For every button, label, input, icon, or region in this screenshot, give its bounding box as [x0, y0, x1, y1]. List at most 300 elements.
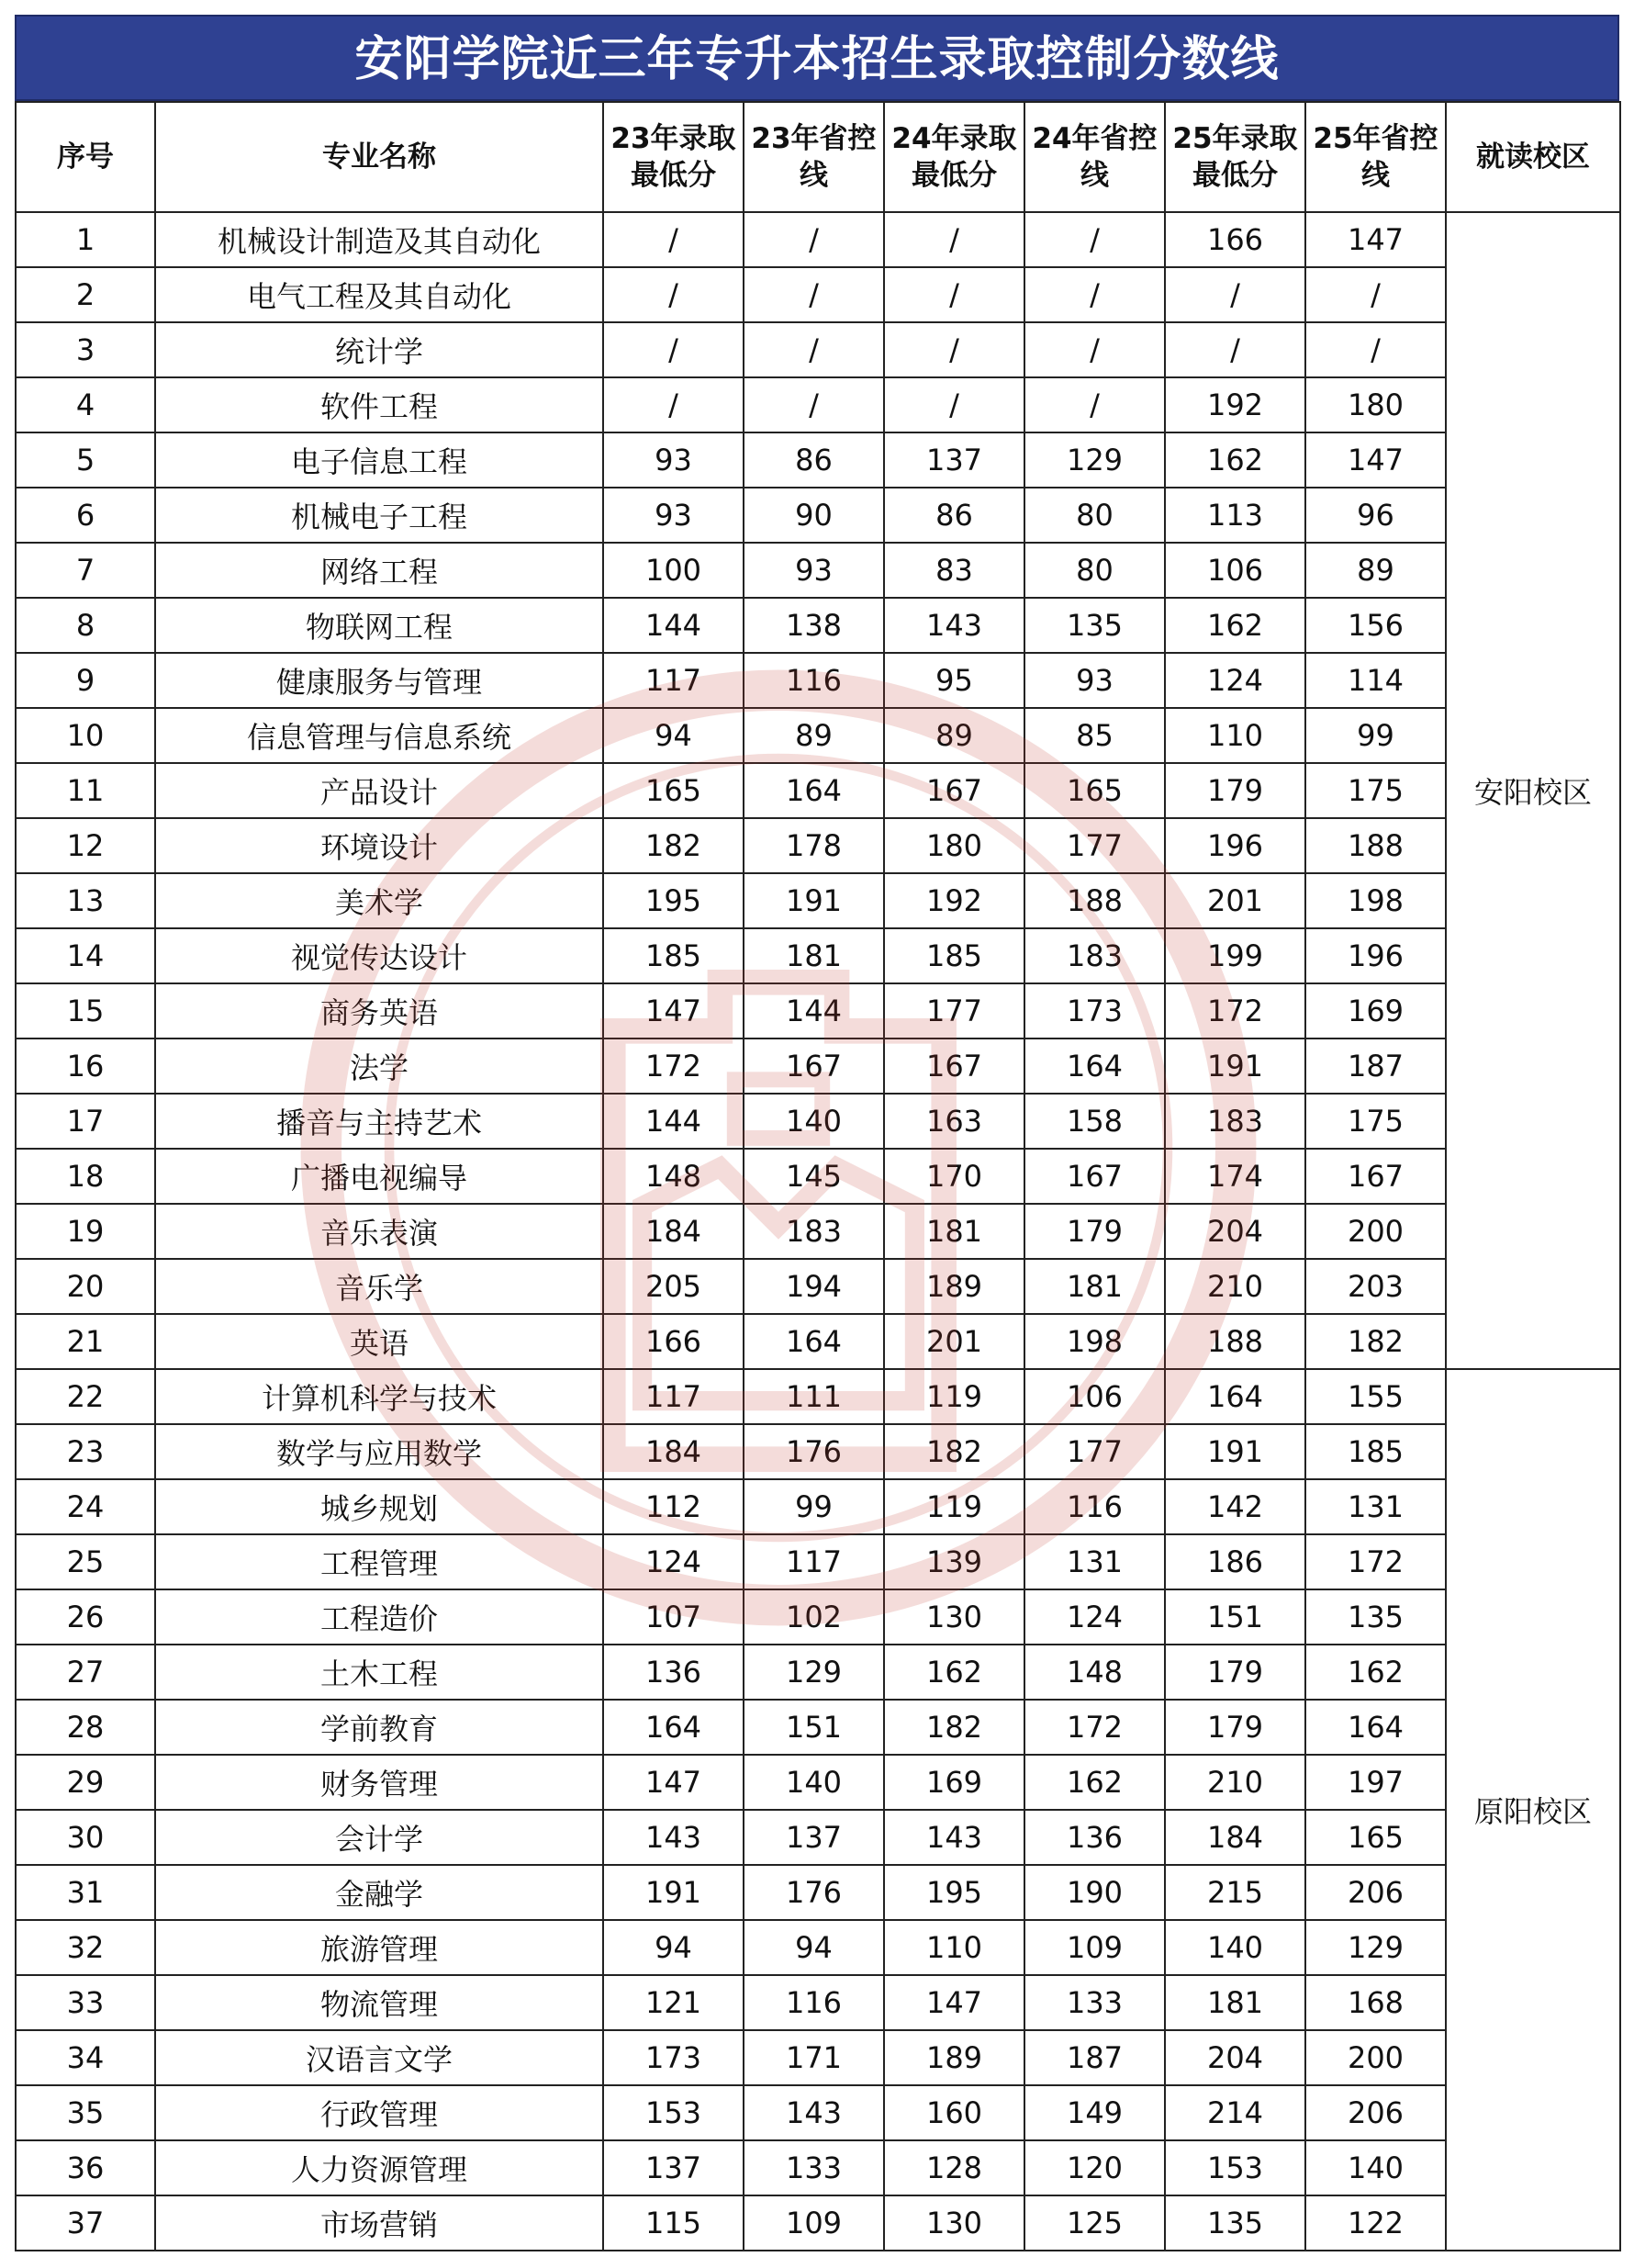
cell-score-25: 184 — [1165, 1810, 1305, 1865]
cell-score-23: 137 — [603, 2140, 744, 2195]
header-line-25: 25年省控线 — [1305, 102, 1446, 212]
cell-line-24: / — [1024, 212, 1165, 267]
table-row — [16, 1589, 1620, 1645]
cell-score-23: 184 — [603, 1424, 744, 1479]
table-row — [16, 1369, 1620, 1424]
cell-line-23: 117 — [744, 1534, 884, 1589]
cell-line-24: 120 — [1024, 2140, 1165, 2195]
cell-index: 30 — [16, 1810, 155, 1865]
cell-line-24: 165 — [1024, 763, 1165, 818]
cell-score-25: 113 — [1165, 488, 1305, 543]
table-row — [16, 322, 1620, 377]
cell-index: 33 — [16, 1975, 155, 2030]
cell-major: 软件工程 — [155, 377, 603, 432]
cell-line-23: 140 — [744, 1094, 884, 1149]
cell-score-24: 162 — [884, 1645, 1024, 1700]
cell-index: 15 — [16, 983, 155, 1039]
table-row — [16, 818, 1620, 873]
cell-major: 环境设计 — [155, 818, 603, 873]
table-row — [16, 1479, 1620, 1534]
cell-line-24: 149 — [1024, 2085, 1165, 2140]
cell-major: 人力资源管理 — [155, 2140, 603, 2195]
cell-score-24: 137 — [884, 432, 1024, 488]
cell-score-25: 151 — [1165, 1589, 1305, 1645]
table-row — [16, 1204, 1620, 1259]
cell-score-24: 119 — [884, 1369, 1024, 1424]
cell-score-25: 179 — [1165, 1700, 1305, 1755]
table-row — [16, 2085, 1620, 2140]
cell-score-25: 201 — [1165, 873, 1305, 928]
cell-major: 播音与主持艺术 — [155, 1094, 603, 1149]
cell-score-24: 139 — [884, 1534, 1024, 1589]
cell-score-25: 162 — [1165, 598, 1305, 653]
cell-line-24: 164 — [1024, 1039, 1165, 1094]
cell-score-25: 162 — [1165, 432, 1305, 488]
cell-line-24: 187 — [1024, 2030, 1165, 2085]
cell-line-23: 86 — [744, 432, 884, 488]
cell-score-23: 147 — [603, 1755, 744, 1810]
cell-line-23: / — [744, 212, 884, 267]
cell-line-24: 106 — [1024, 1369, 1165, 1424]
cell-score-25: 204 — [1165, 1204, 1305, 1259]
cell-index: 4 — [16, 377, 155, 432]
header-line-24: 24年省控线 — [1024, 102, 1165, 212]
cell-score-25: 188 — [1165, 1314, 1305, 1369]
cell-score-25: 164 — [1165, 1369, 1305, 1424]
cell-line-24: 179 — [1024, 1204, 1165, 1259]
cell-line-24: 85 — [1024, 708, 1165, 763]
table-row — [16, 1975, 1620, 2030]
cell-score-25: 179 — [1165, 763, 1305, 818]
cell-index: 2 — [16, 267, 155, 322]
cell-line-25: 167 — [1305, 1149, 1446, 1204]
table-row — [16, 432, 1620, 488]
cell-index: 32 — [16, 1920, 155, 1975]
cell-line-24: 109 — [1024, 1920, 1165, 1975]
cell-index: 12 — [16, 818, 155, 873]
cell-score-24: 182 — [884, 1700, 1024, 1755]
cell-score-25: 210 — [1165, 1259, 1305, 1314]
cell-score-24: 181 — [884, 1204, 1024, 1259]
cell-major: 音乐学 — [155, 1259, 603, 1314]
table-row — [16, 1314, 1620, 1369]
cell-index: 21 — [16, 1314, 155, 1369]
cell-score-24: 86 — [884, 488, 1024, 543]
table-row — [16, 212, 1620, 267]
cell-campus: 原阳校区 — [1446, 1369, 1620, 2251]
cell-major: 美术学 — [155, 873, 603, 928]
cell-score-24: 167 — [884, 1039, 1024, 1094]
cell-line-24: / — [1024, 322, 1165, 377]
header-major: 专业名称 — [155, 102, 603, 212]
cell-line-23: 167 — [744, 1039, 884, 1094]
cell-index: 24 — [16, 1479, 155, 1534]
cell-line-23: 94 — [744, 1920, 884, 1975]
cell-score-24: / — [884, 212, 1024, 267]
cell-line-25: / — [1305, 267, 1446, 322]
cell-line-23: / — [744, 322, 884, 377]
cell-score-25: 174 — [1165, 1149, 1305, 1204]
cell-score-23: 165 — [603, 763, 744, 818]
cell-score-23: 94 — [603, 1920, 744, 1975]
cell-line-25: 180 — [1305, 377, 1446, 432]
cell-score-23: 93 — [603, 488, 744, 543]
cell-score-23: 136 — [603, 1645, 744, 1700]
cell-line-25: 206 — [1305, 1865, 1446, 1920]
cell-line-24: 173 — [1024, 983, 1165, 1039]
cell-index: 31 — [16, 1865, 155, 1920]
cell-score-24: 95 — [884, 653, 1024, 708]
cell-line-23: 89 — [744, 708, 884, 763]
cell-score-23: 148 — [603, 1149, 744, 1204]
cell-major: 电气工程及其自动化 — [155, 267, 603, 322]
cell-score-23: 191 — [603, 1865, 744, 1920]
cell-score-24: 143 — [884, 1810, 1024, 1865]
cell-score-24: 167 — [884, 763, 1024, 818]
cell-major: 英语 — [155, 1314, 603, 1369]
cell-score-24: 180 — [884, 818, 1024, 873]
cell-line-23: 109 — [744, 2195, 884, 2251]
table-row — [16, 1645, 1620, 1700]
cell-line-24: 116 — [1024, 1479, 1165, 1534]
cell-line-24: 177 — [1024, 818, 1165, 873]
cell-line-23: 99 — [744, 1479, 884, 1534]
cell-line-23: / — [744, 267, 884, 322]
cell-line-25: 162 — [1305, 1645, 1446, 1700]
cell-line-25: 185 — [1305, 1424, 1446, 1479]
cell-index: 25 — [16, 1534, 155, 1589]
table-row — [16, 267, 1620, 322]
header-index: 序号 — [16, 102, 155, 212]
cell-major: 产品设计 — [155, 763, 603, 818]
cell-major: 信息管理与信息系统 — [155, 708, 603, 763]
cell-major: 法学 — [155, 1039, 603, 1094]
cell-score-25: 172 — [1165, 983, 1305, 1039]
cell-line-25: 203 — [1305, 1259, 1446, 1314]
table-row — [16, 2195, 1620, 2251]
cell-line-24: 135 — [1024, 598, 1165, 653]
cell-line-23: 111 — [744, 1369, 884, 1424]
cell-index: 8 — [16, 598, 155, 653]
cell-line-25: / — [1305, 322, 1446, 377]
cell-score-24: 189 — [884, 1259, 1024, 1314]
cell-score-24: 89 — [884, 708, 1024, 763]
cell-major: 工程造价 — [155, 1589, 603, 1645]
cell-line-25: 155 — [1305, 1369, 1446, 1424]
cell-index: 34 — [16, 2030, 155, 2085]
cell-score-25: 192 — [1165, 377, 1305, 432]
cell-score-24: 192 — [884, 873, 1024, 928]
cell-line-24: 80 — [1024, 543, 1165, 598]
cell-score-23: 195 — [603, 873, 744, 928]
cell-line-23: 138 — [744, 598, 884, 653]
cell-index: 5 — [16, 432, 155, 488]
cell-score-24: 147 — [884, 1975, 1024, 2030]
table-row — [16, 1094, 1620, 1149]
table-row — [16, 1039, 1620, 1094]
cell-line-24: 136 — [1024, 1810, 1165, 1865]
cell-line-25: 169 — [1305, 983, 1446, 1039]
cell-line-25: 197 — [1305, 1755, 1446, 1810]
cell-index: 36 — [16, 2140, 155, 2195]
cell-score-23: 144 — [603, 598, 744, 653]
table-header-row — [16, 102, 1620, 212]
table-row — [16, 708, 1620, 763]
cell-line-24: 80 — [1024, 488, 1165, 543]
cell-index: 1 — [16, 212, 155, 267]
cell-score-24: 128 — [884, 2140, 1024, 2195]
cell-index: 6 — [16, 488, 155, 543]
cell-score-23: 93 — [603, 432, 744, 488]
cell-major: 电子信息工程 — [155, 432, 603, 488]
table-row — [16, 1424, 1620, 1479]
table-row — [16, 488, 1620, 543]
cell-line-24: / — [1024, 377, 1165, 432]
cell-line-24: 125 — [1024, 2195, 1165, 2251]
cell-score-24: 201 — [884, 1314, 1024, 1369]
cell-score-25: 186 — [1165, 1534, 1305, 1589]
cell-line-24: / — [1024, 267, 1165, 322]
cell-score-23: 182 — [603, 818, 744, 873]
cell-line-25: 96 — [1305, 488, 1446, 543]
table-row — [16, 1534, 1620, 1589]
cell-score-23: / — [603, 212, 744, 267]
table-row — [16, 377, 1620, 432]
table-body — [16, 212, 1620, 2251]
cell-line-25: 200 — [1305, 2030, 1446, 2085]
score-sheet — [15, 15, 1619, 2251]
table-row — [16, 2030, 1620, 2085]
cell-score-24: 83 — [884, 543, 1024, 598]
cell-major: 网络工程 — [155, 543, 603, 598]
cell-score-25: 110 — [1165, 708, 1305, 763]
cell-line-24: 93 — [1024, 653, 1165, 708]
cell-major: 机械电子工程 — [155, 488, 603, 543]
cell-line-25: 135 — [1305, 1589, 1446, 1645]
table-row — [16, 543, 1620, 598]
cell-line-25: 89 — [1305, 543, 1446, 598]
table-row — [16, 928, 1620, 983]
cell-score-23: 166 — [603, 1314, 744, 1369]
cell-major: 土木工程 — [155, 1645, 603, 1700]
cell-major: 商务英语 — [155, 983, 603, 1039]
cell-index: 28 — [16, 1700, 155, 1755]
cell-score-25: 106 — [1165, 543, 1305, 598]
cell-score-24: 170 — [884, 1149, 1024, 1204]
cell-line-23: 129 — [744, 1645, 884, 1700]
cell-index: 23 — [16, 1424, 155, 1479]
cell-line-23: 143 — [744, 2085, 884, 2140]
cell-line-24: 133 — [1024, 1975, 1165, 2030]
cell-score-24: 185 — [884, 928, 1024, 983]
cell-line-25: 206 — [1305, 2085, 1446, 2140]
cell-line-25: 175 — [1305, 763, 1446, 818]
cell-score-23: 144 — [603, 1094, 744, 1149]
cell-line-24: 129 — [1024, 432, 1165, 488]
cell-index: 19 — [16, 1204, 155, 1259]
cell-major: 旅游管理 — [155, 1920, 603, 1975]
cell-index: 35 — [16, 2085, 155, 2140]
cell-score-23: 172 — [603, 1039, 744, 1094]
cell-line-25: 187 — [1305, 1039, 1446, 1094]
cell-line-23: 116 — [744, 653, 884, 708]
cell-score-23: 184 — [603, 1204, 744, 1259]
cell-index: 37 — [16, 2195, 155, 2251]
table-row — [16, 653, 1620, 708]
table-row — [16, 1810, 1620, 1865]
cell-score-25: 210 — [1165, 1755, 1305, 1810]
score-table — [15, 101, 1621, 2251]
page-title: 安阳学院近三年专升本招生录取控制分数线 — [15, 15, 1619, 101]
cell-index: 7 — [16, 543, 155, 598]
table-row — [16, 873, 1620, 928]
cell-line-25: 122 — [1305, 2195, 1446, 2251]
cell-score-24: / — [884, 377, 1024, 432]
cell-major: 会计学 — [155, 1810, 603, 1865]
cell-major: 金融学 — [155, 1865, 603, 1920]
cell-index: 27 — [16, 1645, 155, 1700]
cell-index: 16 — [16, 1039, 155, 1094]
cell-line-23: 137 — [744, 1810, 884, 1865]
cell-index: 11 — [16, 763, 155, 818]
cell-score-25: 166 — [1165, 212, 1305, 267]
cell-line-23: 181 — [744, 928, 884, 983]
cell-score-23: 185 — [603, 928, 744, 983]
cell-major: 音乐表演 — [155, 1204, 603, 1259]
cell-score-23: 100 — [603, 543, 744, 598]
cell-score-24: 189 — [884, 2030, 1024, 2085]
cell-score-24: 160 — [884, 2085, 1024, 2140]
cell-major: 统计学 — [155, 322, 603, 377]
table-row — [16, 1865, 1620, 1920]
cell-score-24: 182 — [884, 1424, 1024, 1479]
cell-major: 城乡规划 — [155, 1479, 603, 1534]
cell-score-25: / — [1165, 322, 1305, 377]
cell-major: 汉语言文学 — [155, 2030, 603, 2085]
cell-line-25: 114 — [1305, 653, 1446, 708]
table-row — [16, 1920, 1620, 1975]
cell-index: 17 — [16, 1094, 155, 1149]
cell-score-23: 124 — [603, 1534, 744, 1589]
cell-score-25: 191 — [1165, 1039, 1305, 1094]
cell-score-23: 164 — [603, 1700, 744, 1755]
cell-index: 14 — [16, 928, 155, 983]
cell-line-25: 99 — [1305, 708, 1446, 763]
cell-line-24: 183 — [1024, 928, 1165, 983]
cell-score-24: 130 — [884, 2195, 1024, 2251]
table-row — [16, 983, 1620, 1039]
cell-score-25: / — [1165, 267, 1305, 322]
cell-index: 26 — [16, 1589, 155, 1645]
table-row — [16, 598, 1620, 653]
cell-line-25: 175 — [1305, 1094, 1446, 1149]
cell-score-25: 199 — [1165, 928, 1305, 983]
cell-score-25: 135 — [1165, 2195, 1305, 2251]
cell-line-23: 194 — [744, 1259, 884, 1314]
cell-line-25: 129 — [1305, 1920, 1446, 1975]
cell-line-24: 158 — [1024, 1094, 1165, 1149]
cell-major: 视觉传达设计 — [155, 928, 603, 983]
cell-score-25: 142 — [1165, 1479, 1305, 1534]
cell-score-23: 115 — [603, 2195, 744, 2251]
cell-line-23: 145 — [744, 1149, 884, 1204]
cell-line-25: 165 — [1305, 1810, 1446, 1865]
cell-score-24: 163 — [884, 1094, 1024, 1149]
cell-line-23: 144 — [744, 983, 884, 1039]
cell-major: 物流管理 — [155, 1975, 603, 2030]
cell-major: 健康服务与管理 — [155, 653, 603, 708]
cell-major: 计算机科学与技术 — [155, 1369, 603, 1424]
cell-score-25: 183 — [1165, 1094, 1305, 1149]
cell-score-25: 215 — [1165, 1865, 1305, 1920]
cell-major: 学前教育 — [155, 1700, 603, 1755]
table-row — [16, 763, 1620, 818]
cell-score-25: 140 — [1165, 1920, 1305, 1975]
cell-line-25: 196 — [1305, 928, 1446, 983]
cell-line-25: 147 — [1305, 432, 1446, 488]
cell-index: 22 — [16, 1369, 155, 1424]
cell-major: 行政管理 — [155, 2085, 603, 2140]
cell-line-23: 171 — [744, 2030, 884, 2085]
cell-score-24: 177 — [884, 983, 1024, 1039]
cell-line-24: 181 — [1024, 1259, 1165, 1314]
header-score-23: 23年录取最低分 — [603, 102, 744, 212]
cell-score-23: 147 — [603, 983, 744, 1039]
cell-line-25: 131 — [1305, 1479, 1446, 1534]
cell-major: 工程管理 — [155, 1534, 603, 1589]
cell-line-25: 147 — [1305, 212, 1446, 267]
header-score-24: 24年录取最低分 — [884, 102, 1024, 212]
cell-score-23: 143 — [603, 1810, 744, 1865]
cell-line-23: 183 — [744, 1204, 884, 1259]
cell-line-25: 164 — [1305, 1700, 1446, 1755]
cell-score-23: / — [603, 322, 744, 377]
cell-major: 财务管理 — [155, 1755, 603, 1810]
cell-index: 9 — [16, 653, 155, 708]
cell-score-23: 112 — [603, 1479, 744, 1534]
cell-index: 20 — [16, 1259, 155, 1314]
header-line-23: 23年省控线 — [744, 102, 884, 212]
cell-score-25: 153 — [1165, 2140, 1305, 2195]
table-row — [16, 1259, 1620, 1314]
cell-line-25: 168 — [1305, 1975, 1446, 2030]
cell-line-24: 188 — [1024, 873, 1165, 928]
cell-line-23: 116 — [744, 1975, 884, 2030]
cell-major: 机械设计制造及其自动化 — [155, 212, 603, 267]
cell-line-25: 188 — [1305, 818, 1446, 873]
table-row — [16, 1755, 1620, 1810]
cell-line-24: 198 — [1024, 1314, 1165, 1369]
cell-line-23: 164 — [744, 763, 884, 818]
cell-major: 物联网工程 — [155, 598, 603, 653]
header-campus: 就读校区 — [1446, 102, 1620, 212]
cell-line-25: 198 — [1305, 873, 1446, 928]
cell-line-23: 102 — [744, 1589, 884, 1645]
cell-line-24: 162 — [1024, 1755, 1165, 1810]
cell-score-24: 130 — [884, 1589, 1024, 1645]
cell-score-24: / — [884, 267, 1024, 322]
cell-score-23: 153 — [603, 2085, 744, 2140]
cell-line-23: 151 — [744, 1700, 884, 1755]
cell-line-23: 133 — [744, 2140, 884, 2195]
cell-score-24: / — [884, 322, 1024, 377]
cell-score-25: 191 — [1165, 1424, 1305, 1479]
cell-index: 10 — [16, 708, 155, 763]
cell-major: 市场营销 — [155, 2195, 603, 2251]
cell-score-24: 110 — [884, 1920, 1024, 1975]
cell-score-23: / — [603, 267, 744, 322]
cell-index: 13 — [16, 873, 155, 928]
